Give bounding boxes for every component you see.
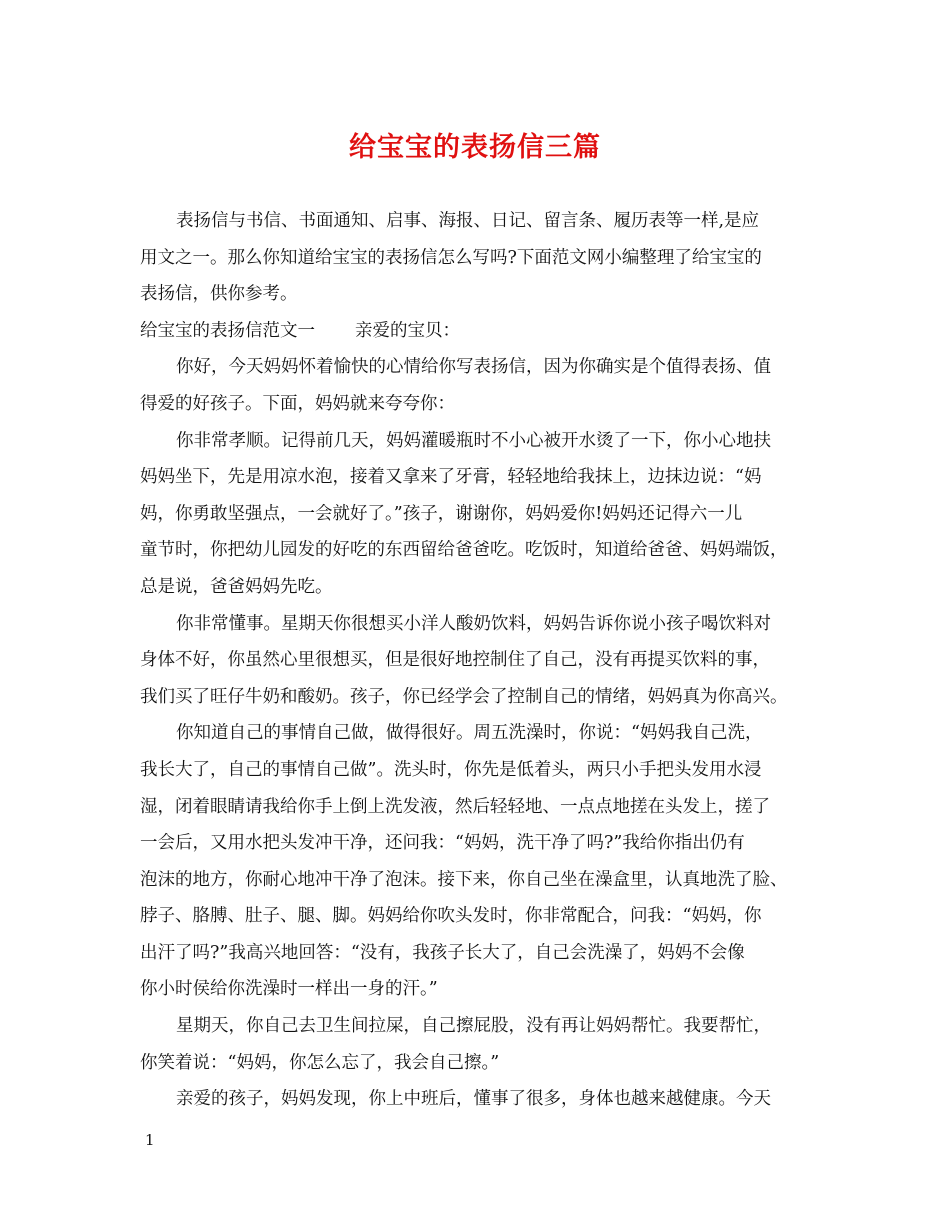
paragraph-line: 你好，今天妈妈怀着愉快的心情给你写表扬信，因为你确实是个值得表扬、值 xyxy=(176,357,771,378)
paragraph-line: 你非常懂事。星期天你很想买小洋人酸奶饮料，妈妈告诉你说小孩子喝饮料对 xyxy=(176,613,771,634)
paragraph-line: 出汗了吗?”我高兴地回答：“没有，我孩子长大了，自己会洗澡了，妈妈不会像 xyxy=(140,942,745,963)
paragraph-line: 星期天，你自己去卫生间拉屎，自己擦屁股，没有再让妈妈帮忙。我要帮忙， xyxy=(176,1016,771,1037)
paragraph-line: 总是说，爸爸妈妈先吃。 xyxy=(140,576,333,597)
paragraph-line: 童节时，你把幼儿园发的好吃的东西留给爸爸吃。吃饭时，知道给爸爸、妈妈端饭， xyxy=(140,540,788,561)
section-heading: 给宝宝的表扬信范文一 xyxy=(140,320,315,341)
paragraph-line: 我们买了旺仔牛奶和酸奶。孩子，你已经学会了控制自己的情绪，妈妈真为你高兴。 xyxy=(140,686,788,707)
paragraph-line: 脖子、胳膊、肚子、腿、脚。妈妈给你吹头发时，你非常配合，问我：“妈妈，你 xyxy=(140,906,762,927)
paragraph-line: 湿，闭着眼睛请我给你手上倒上洗发液，然后轻轻地、一点点地搓在头发上，搓了 xyxy=(140,796,770,817)
paragraph-line: 表扬信与书信、书面通知、启事、海报、日记、留言条、履历表等一样,是应 xyxy=(176,211,760,231)
paragraph-line: 妈，你勇敢坚强点，一会就好了。”孩子，谢谢你，妈妈爱你!妈妈还记得六一儿 xyxy=(140,503,743,524)
paragraph-line: 妈妈坐下，先是用凉水泡，接着又拿来了牙膏，轻轻地给我抹上，边抹边说：“妈 xyxy=(140,467,762,488)
paragraph-line: 表扬信，供你参考。 xyxy=(140,284,298,305)
page-number: 1 xyxy=(145,1131,155,1149)
paragraph-line: 泡沫的地方，你耐心地冲干净了泡沫。接下来，你自己坐在澡盒里，认真地洗了脸、 xyxy=(140,869,788,890)
paragraph-line: 你知道自己的事情自己做，做得很好。周五洗澡时，你说：“妈妈我自己洗， xyxy=(176,723,763,744)
paragraph-line: 你小时侯给你洗澡时一样出一身的汗。” xyxy=(140,979,438,1000)
paragraph-line: 用文之一。那么你知道给宝宝的表扬信怎么写吗?下面范文网小编整理了给宝宝的 xyxy=(140,247,762,268)
salutation: 亲爱的宝贝： xyxy=(355,320,460,341)
section-heading-line xyxy=(140,313,820,350)
paragraph-line: 身体不好，你虽然心里很想买，但是很好地控制住了自己，没有再提买饮料的事， xyxy=(140,650,770,671)
paragraph-line: 得爱的好孩子。下面，妈妈就来夸夸你： xyxy=(140,393,455,414)
paragraph-line: 你笑着说：“妈妈，你怎么忘了，我会自己擦。” xyxy=(140,1052,500,1073)
paragraph-line: 你非常孝顺。记得前几天，妈妈灌暖瓶时不小心被开水烫了一下，你小心地扶 xyxy=(176,430,771,451)
paragraph-line: 亲爱的孩子，妈妈发现，你上中班后，懂事了很多，身体也越来越健康。今天 xyxy=(176,1089,771,1110)
document-body xyxy=(140,203,820,1118)
paragraph-line: 一会后，又用水把头发冲干净，还问我：“妈妈，洗干净了吗?”我给你指出仍有 xyxy=(140,833,745,854)
paragraph-line: 我长大了，自己的事情自己做”。洗头时，你先是低着头，两只小手把头发用水浸 xyxy=(140,759,762,780)
document-title: 给宝宝的表扬信三篇 xyxy=(349,132,601,163)
